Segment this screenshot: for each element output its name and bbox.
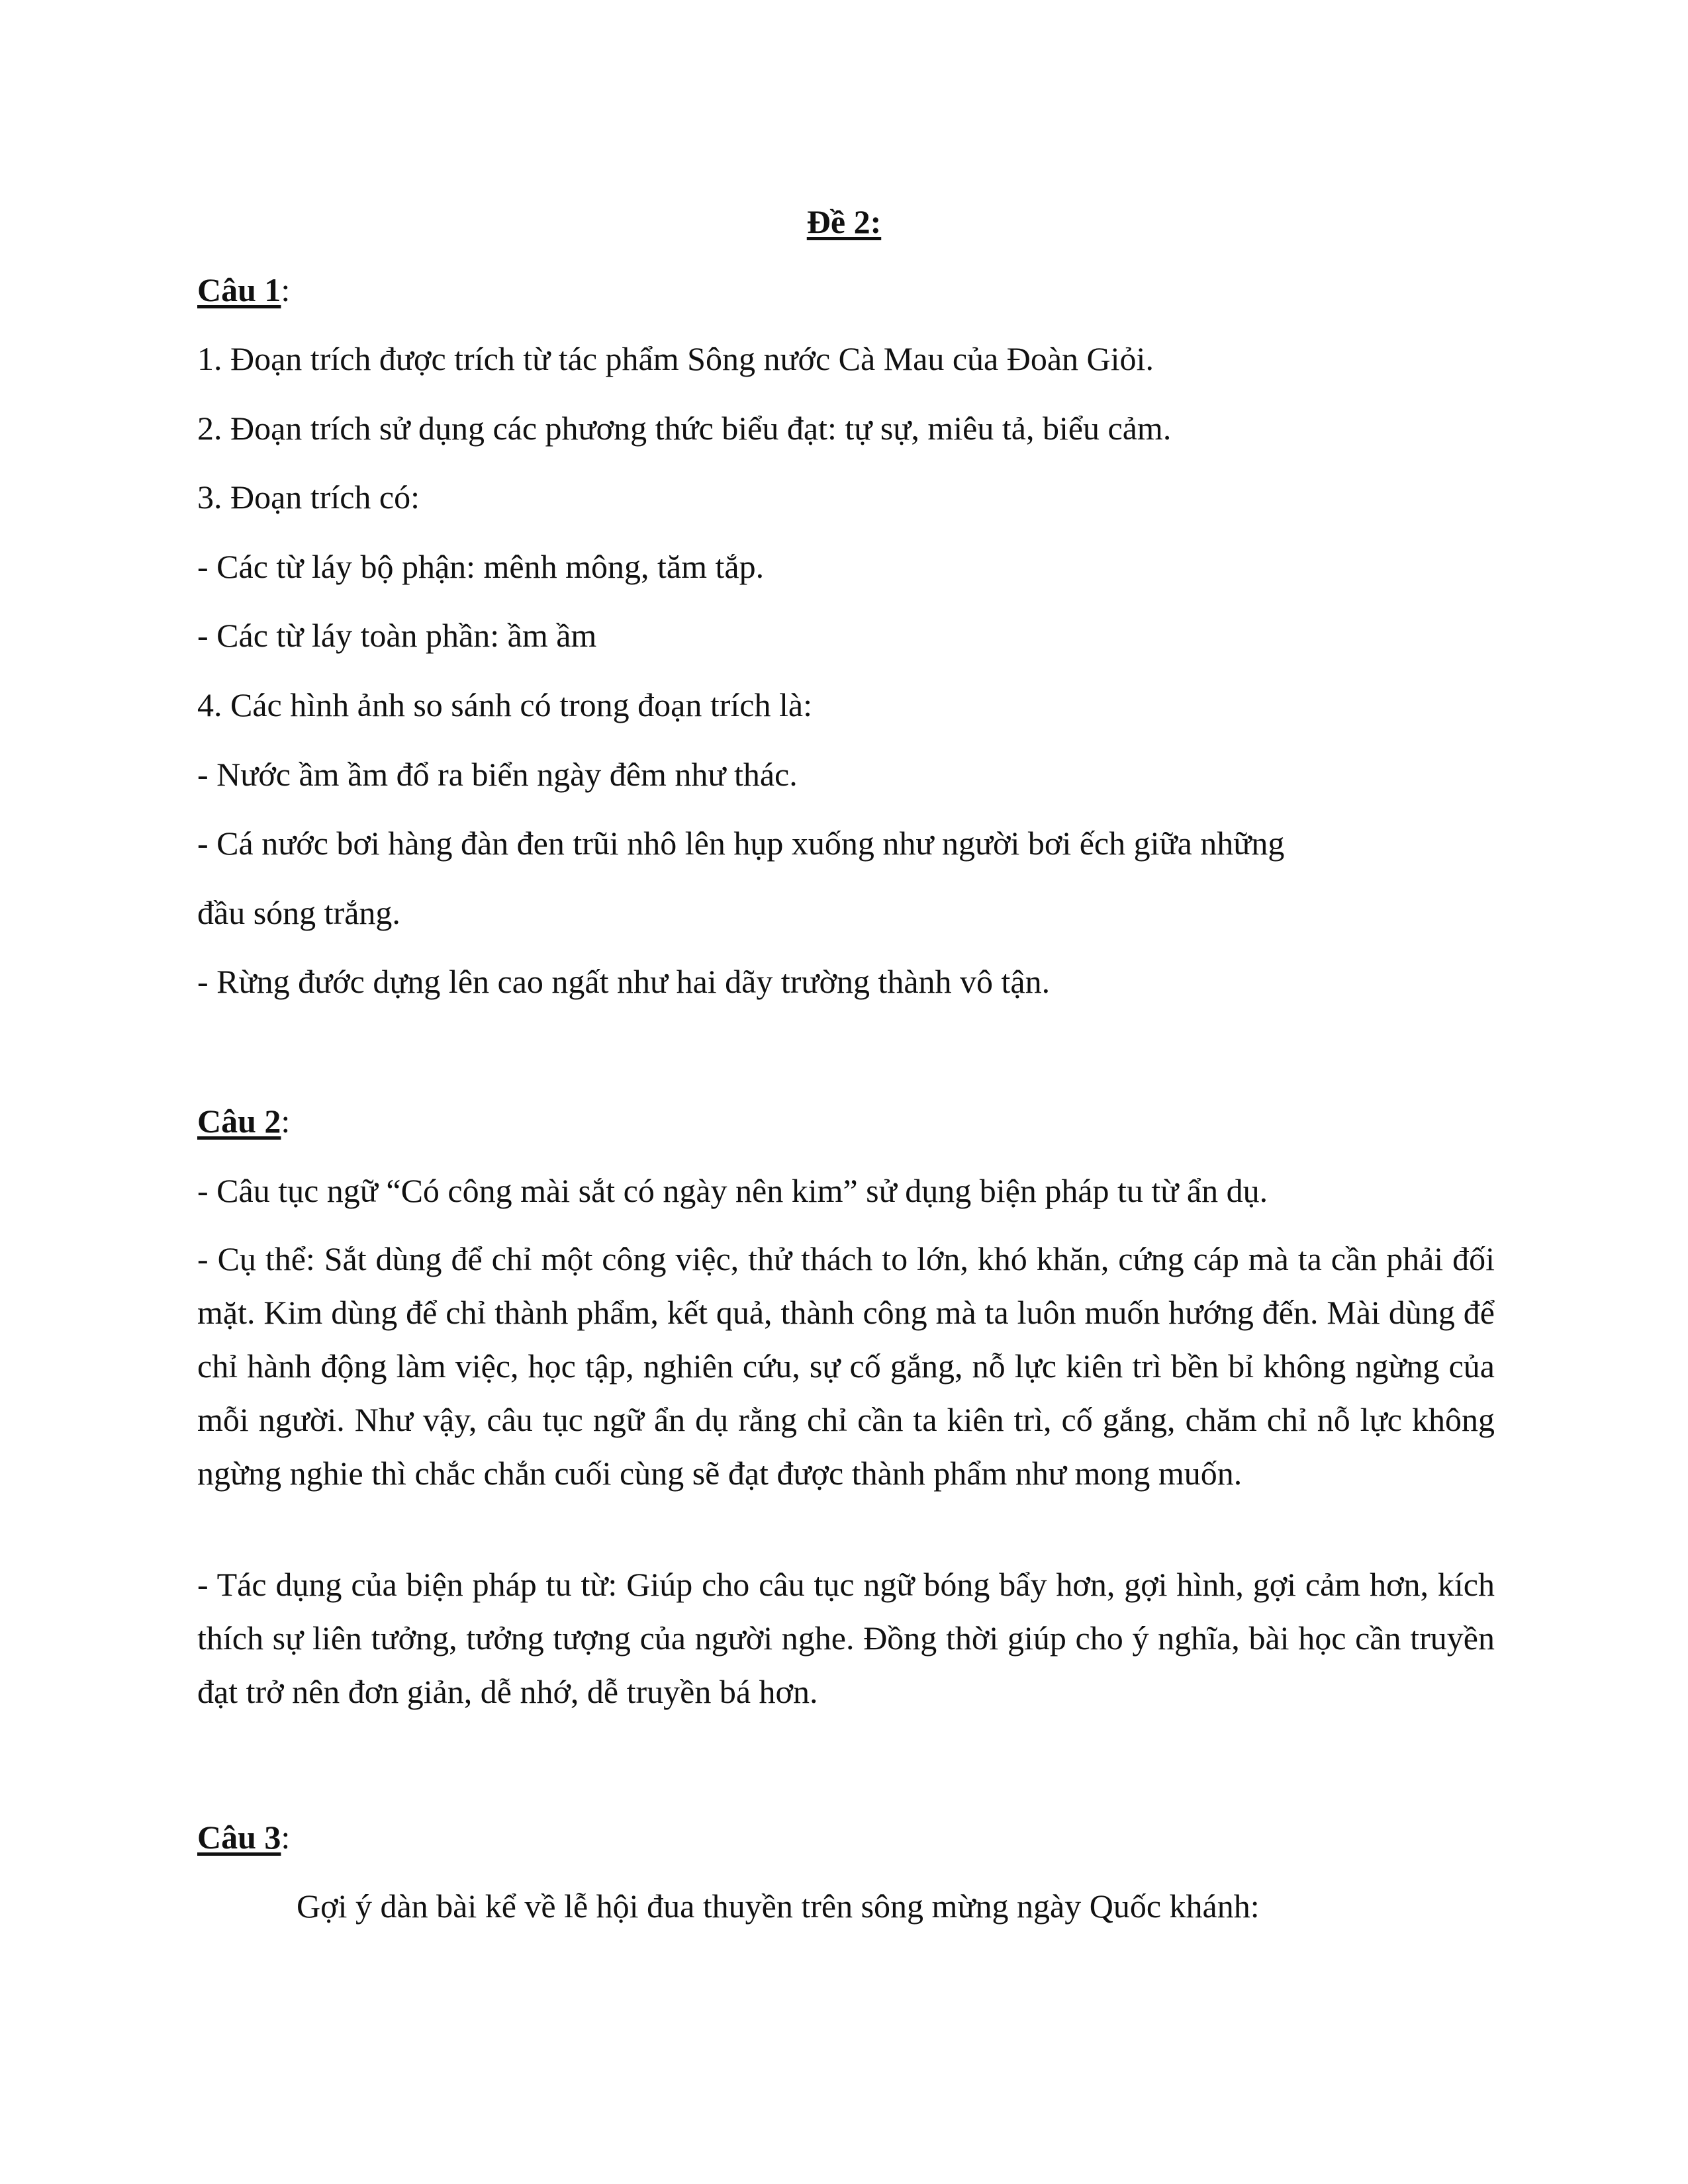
q1-line-5: - Các từ láy toàn phần: ầm ầm bbox=[197, 617, 597, 654]
question-2-label: Câu 2 bbox=[197, 1103, 281, 1140]
q1-line-8: - Cá nước bơi hàng đàn đen trũi nhô lên hụp xuống như người bơi ếch giữa những bbox=[197, 825, 1285, 862]
page-title: Đề 2: bbox=[806, 203, 882, 240]
q1-line-2: 2. Đoạn trích sử dụng các phương thức biểu đạt: tự sự, miêu tả, biểu cảm. bbox=[197, 410, 1172, 447]
q1-line-4: - Các từ láy bộ phận: mênh mông, tăm tắp. bbox=[197, 548, 765, 585]
question-2-colon: : bbox=[281, 1103, 291, 1140]
question-1-colon: : bbox=[281, 271, 291, 308]
q1-line-6: 4. Các hình ảnh so sánh có trong đoạn trích là: bbox=[197, 686, 812, 723]
question-3-heading bbox=[197, 1817, 290, 1857]
q3-line-1: Gợi ý dàn bài kể về lễ hội đua thuyền trên sông mừng ngày Quốc khánh: bbox=[297, 1888, 1260, 1925]
question-1-heading bbox=[197, 270, 290, 310]
question-3-colon: : bbox=[281, 1819, 291, 1856]
q1-line-7: - Nước ầm ầm đổ ra biển ngày đêm như thác. bbox=[197, 756, 798, 793]
q2-line-1: - Câu tục ngữ “Có công mài sắt có ngày nên kim” sử dụng biện pháp tu từ ẩn dụ. bbox=[197, 1172, 1268, 1209]
q1-line-10: - Rừng đước dựng lên cao ngất như hai dãy trường thành vô tận. bbox=[197, 963, 1051, 1000]
q1-line-9: đầu sóng trắng. bbox=[197, 894, 400, 931]
q2-paragraph-1: - Cụ thể: Sắt dùng để chỉ một công việc, thử thách to lớn, khó khăn, cứng cáp mà ta cần phải đối mặt. Kim dùng để chỉ thành phẩm, kết quả, thành công mà ta luôn muốn hướng đến. Mài dùng để chỉ hành động làm việc, học tập, nghiên cứu, sự cố gắng, nỗ lực kiên trì bền bỉ không ngừng của mỗi người. Như vậy, câu tục ngữ ẩn dụ rằng chỉ cần ta kiên trì, cố gắng, chăm chỉ nỗ lực không ngừng nghie thì chắc chắn cuối cùng sẽ đạt được thành phẩm như mong muốn. bbox=[197, 1240, 1495, 1492]
question-1-label: Câu 1 bbox=[197, 271, 281, 308]
q1-line-1: 1. Đoạn trích được trích từ tác phẩm Sông nước Cà Mau của Đoàn Giỏi. bbox=[197, 340, 1154, 377]
question-2-heading bbox=[197, 1101, 290, 1141]
q1-line-3: 3. Đoạn trích có: bbox=[197, 478, 420, 516]
question-3-label: Câu 3 bbox=[197, 1819, 281, 1856]
q2-paragraph-2: - Tác dụng của biện pháp tu từ: Giúp cho câu tục ngữ bóng bẩy hơn, gợi hình, gợi cảm hơn, kích thích sự liên tưởng, tưởng tượng của người nghe. Đồng thời giúp cho ý nghĩa, bài học cần truyền đạt trở nên đơn giản, dễ nhớ, dễ truyền bá hơn. bbox=[197, 1566, 1495, 1710]
